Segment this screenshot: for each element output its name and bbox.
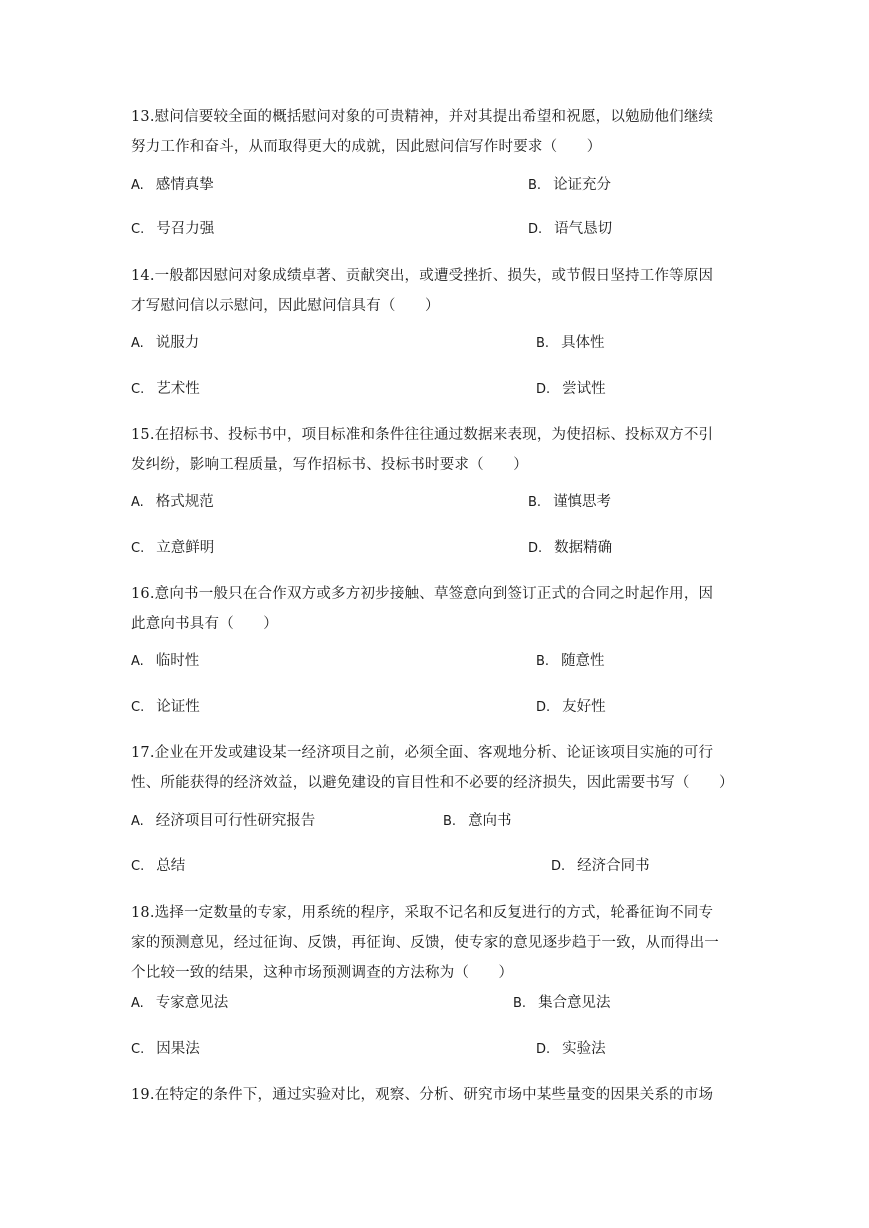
- question-18-option-a[interactable]: [131, 993, 228, 1014]
- question-14-line-1: 14.一般都因慰问对象成绩卓著、贡献突出，或遭受挫折、损失，或节假日坚持工作等原因: [131, 268, 714, 284]
- question-14-stem: [131, 261, 741, 321]
- question-15-option-c[interactable]: [131, 538, 214, 559]
- question-18-line-1: 18.选择一定数量的专家，用系统的程序，采取不记名和反复进行的方式，轮番征询不同专: [131, 905, 714, 921]
- option-text: 随意性: [561, 653, 605, 669]
- option-text: 格式规范: [155, 494, 214, 510]
- option-letter: D.: [536, 382, 551, 397]
- option-letter: A.: [131, 996, 144, 1011]
- question-17-option-c[interactable]: [131, 856, 185, 877]
- option-letter: D.: [536, 700, 551, 715]
- question-13-option-c[interactable]: [131, 219, 214, 240]
- option-text: 意向书: [468, 813, 512, 829]
- option-text: 艺术性: [156, 381, 200, 397]
- question-16-option-a[interactable]: [131, 651, 199, 672]
- question-15-option-a[interactable]: [131, 492, 214, 513]
- option-text: 经济项目可行性研究报告: [155, 813, 316, 829]
- option-letter: A.: [131, 654, 144, 669]
- question-17-option-a[interactable]: [131, 811, 315, 832]
- question-16-stem: [131, 579, 741, 639]
- question-18-stem: [131, 898, 741, 988]
- question-13-line-2: 努力工作和奋斗，从而取得更大的成就，因此慰问信写作时要求（ ）: [131, 139, 602, 155]
- question-16-option-c[interactable]: [131, 697, 200, 718]
- option-text: 论证性: [156, 699, 200, 715]
- option-letter: B.: [528, 495, 542, 510]
- question-13-line-1: 13.慰问信要较全面的概括慰问对象的可贵精神，并对其提出希望和祝愿，以勉励他们继续: [131, 109, 714, 125]
- question-15-line-2: 发纠纷，影响工程质量，写作招标书、投标书时要求（ ）: [131, 457, 528, 473]
- option-text: 集合意见法: [538, 995, 611, 1011]
- question-13-option-d[interactable]: [528, 219, 612, 240]
- question-15-line-1: 15.在招标书、投标书中，项目标准和条件往往通过数据来表现，为使招标、投标双方不引: [131, 427, 714, 443]
- question-15-option-d[interactable]: [528, 538, 612, 559]
- option-letter: C.: [131, 541, 145, 556]
- option-text: 感情真挚: [155, 177, 214, 193]
- question-17-stem: [131, 738, 741, 798]
- option-text: 因果法: [156, 1041, 200, 1057]
- option-letter: D.: [528, 222, 543, 237]
- question-13-option-b[interactable]: [528, 175, 611, 196]
- option-text: 数据精确: [554, 540, 613, 556]
- option-text: 尝试性: [562, 381, 606, 397]
- question-17-line-2: 性、所能获得的经济效益，以避免建设的盲目性和不必要的经济损失，因此需要书写（ ）: [131, 775, 734, 791]
- option-letter: C.: [131, 1042, 145, 1057]
- question-14-option-d[interactable]: [536, 379, 606, 400]
- option-letter: B.: [536, 336, 550, 351]
- option-letter: D.: [551, 859, 566, 874]
- question-14-option-b[interactable]: [536, 333, 605, 354]
- option-text: 专家意见法: [155, 995, 229, 1011]
- option-letter: B.: [513, 996, 527, 1011]
- option-letter: C.: [131, 700, 145, 715]
- option-text: 论证充分: [553, 177, 612, 193]
- option-text: 号召力强: [156, 221, 215, 237]
- question-16-option-b[interactable]: [536, 651, 605, 672]
- question-19-line-1: 19.在特定的条件下，通过实验对比，观察、分析、研究市场中某些量变的因果关系的市场: [131, 1087, 714, 1103]
- option-text: 说服力: [155, 335, 200, 351]
- option-text: 语气恳切: [554, 221, 613, 237]
- question-18-option-b[interactable]: [513, 993, 611, 1014]
- question-13-option-a[interactable]: [131, 175, 214, 196]
- option-text: 实验法: [562, 1041, 606, 1057]
- option-text: 经济合同书: [577, 858, 650, 874]
- option-letter: B.: [528, 178, 542, 193]
- question-17-option-d[interactable]: [551, 856, 650, 877]
- question-13-stem: [131, 102, 741, 162]
- question-18-line-2: 家的预测意见，经过征询、反馈，再征询、反馈，使专家的意见逐步趋于一致，从而得出一: [131, 935, 719, 951]
- option-letter: B.: [536, 654, 550, 669]
- question-17-line-1: 17.企业在开发或建设某一经济项目之前，必须全面、客观地分析、论证该项目实施的可行: [131, 745, 714, 761]
- option-letter: B.: [443, 814, 457, 829]
- question-15-option-b[interactable]: [528, 492, 611, 513]
- option-letter: C.: [131, 382, 145, 397]
- question-14-option-a[interactable]: [131, 333, 199, 354]
- option-letter: C.: [131, 859, 145, 874]
- option-letter: A.: [131, 178, 144, 193]
- option-text: 友好性: [562, 699, 606, 715]
- question-14-option-c[interactable]: [131, 379, 200, 400]
- option-letter: D.: [528, 541, 543, 556]
- option-text: 谨慎思考: [553, 494, 612, 510]
- option-letter: A.: [131, 495, 144, 510]
- option-letter: D.: [536, 1042, 551, 1057]
- question-16-line-2: 此意向书具有（ ）: [131, 616, 278, 632]
- question-15-stem: [131, 420, 741, 480]
- question-19-stem: [131, 1080, 741, 1110]
- question-17-option-b[interactable]: [443, 811, 512, 832]
- option-letter: A.: [131, 814, 144, 829]
- option-text: 临时性: [155, 653, 200, 669]
- option-text: 立意鲜明: [156, 540, 215, 556]
- option-text: 总结: [156, 858, 186, 874]
- question-16-option-d[interactable]: [536, 697, 606, 718]
- option-text: 具体性: [561, 335, 605, 351]
- question-18-option-d[interactable]: [536, 1039, 606, 1060]
- question-18-option-c[interactable]: [131, 1039, 200, 1060]
- option-letter: A.: [131, 336, 144, 351]
- question-14-line-2: 才写慰问信以示慰问，因此慰问信具有（ ）: [131, 298, 440, 314]
- question-16-line-1: 16.意向书一般只在合作双方或多方初步接触、草签意向到签订正式的合同之时起作用，因: [131, 586, 714, 602]
- question-18-line-3: 个比较一致的结果，这种市场预测调查的方法称为（ ）: [131, 965, 514, 981]
- option-letter: C.: [131, 222, 145, 237]
